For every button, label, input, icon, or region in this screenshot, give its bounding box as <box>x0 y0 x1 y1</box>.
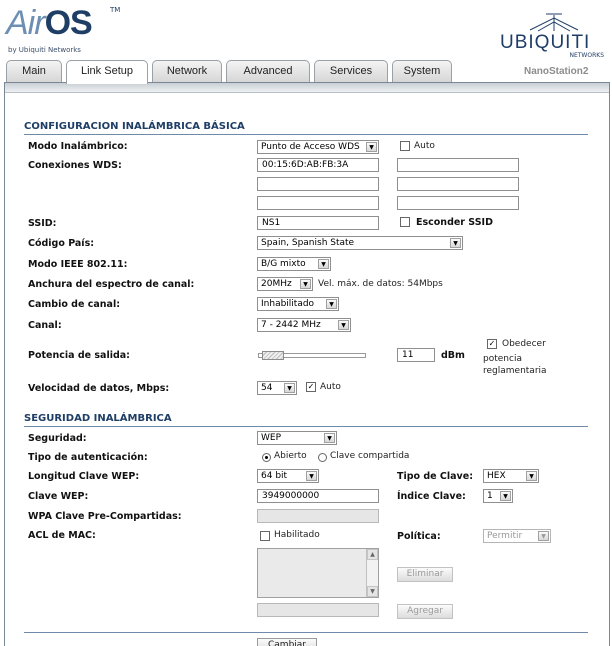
mac-acl-scrollbar[interactable] <box>366 549 378 597</box>
channel-shift-label: Cambio de canal: <box>28 299 120 310</box>
ieee-mode-label: Modo IEEE 802.11: <box>28 259 128 270</box>
chevron-down-icon: ▼ <box>366 142 377 152</box>
chevron-down-icon: ▼ <box>538 531 549 541</box>
channel-width-label: Anchura del espectro de canal: <box>28 279 195 290</box>
auth-type-label: Tipo de autenticación: <box>28 452 148 463</box>
scroll-down-icon[interactable]: ▼ <box>367 586 378 597</box>
section-divider <box>24 134 588 135</box>
wep-key-label: Clave WEP: <box>28 491 89 502</box>
policy-select[interactable]: Permitir ▼ <box>483 529 551 543</box>
ieee-mode-select[interactable]: B/G mixto ▼ <box>257 257 331 271</box>
hide-ssid-checkbox[interactable] <box>400 217 410 227</box>
country-select[interactable]: Spain, Spanish State ▼ <box>257 236 463 250</box>
auth-open-radio[interactable] <box>262 453 271 462</box>
key-type-select[interactable]: HEX ▼ <box>483 469 539 483</box>
mac-address-input[interactable] <box>257 603 379 617</box>
add-mac-button[interactable]: Agregar <box>397 604 453 619</box>
tab-network[interactable]: Network <box>152 60 222 82</box>
chevron-down-icon: ▼ <box>500 491 511 501</box>
tab-main[interactable]: Main <box>6 60 62 82</box>
tab-link-setup[interactable]: Link Setup <box>66 60 148 84</box>
obey-regulatory-label-2: potencia <box>483 354 522 364</box>
wds-peer-1[interactable]: 00:15:6D:AB:FB:3A <box>257 158 379 172</box>
brand-subtitle: NETWORKS <box>569 52 604 59</box>
auto-rate-checkbox[interactable]: ✓ <box>307 382 315 391</box>
mac-acl-label: ACL de MAC: <box>28 530 96 541</box>
policy-label: Política: <box>397 531 441 542</box>
auth-shared-label: Clave compartida <box>330 451 410 461</box>
security-select[interactable]: WEP ▼ <box>257 431 337 445</box>
section-title-wireless: CONFIGURACION INALÁMBRICA BÁSICA <box>24 121 245 132</box>
airos-logo <box>6 4 126 56</box>
chevron-down-icon: ▼ <box>338 320 349 330</box>
wds-peer-4[interactable] <box>397 177 519 191</box>
logo-trademark: TM <box>110 6 121 14</box>
security-label: Seguridad: <box>28 433 87 444</box>
tab-system[interactable]: System <box>392 60 452 82</box>
footer-divider <box>24 632 588 633</box>
channel-width-select[interactable]: 20MHz ▼ <box>257 277 313 291</box>
output-power-slider-handle[interactable] <box>262 351 284 360</box>
key-type-label: Tipo de Clave: <box>397 471 473 482</box>
output-power-unit: dBm <box>441 350 465 361</box>
remove-mac-button[interactable]: Eliminar <box>397 567 453 582</box>
output-power-input[interactable]: 11 <box>397 348 435 362</box>
auto-mode-label: Auto <box>414 141 435 151</box>
channel-select[interactable]: 7 - 2442 MHz ▼ <box>257 318 351 332</box>
wds-peer-5[interactable] <box>257 196 379 210</box>
chevron-down-icon: ▼ <box>300 279 311 289</box>
device-name: NanoStation2 <box>524 66 589 77</box>
wds-peer-2[interactable] <box>397 158 519 172</box>
logo-air-text: Air <box>6 4 45 42</box>
wpa-psk-input[interactable] <box>257 509 379 523</box>
wds-label: Conexiones WDS: <box>28 160 122 171</box>
wep-key-input[interactable]: 3949000000 <box>257 489 379 503</box>
obey-regulatory-label-3: reglamentaria <box>483 366 547 376</box>
ssid-label: SSID: <box>28 218 57 229</box>
wireless-mode-label: Modo Inalámbrico: <box>28 141 128 152</box>
tab-advanced[interactable]: Advanced <box>226 60 310 82</box>
tab-services[interactable]: Services <box>314 60 388 82</box>
hide-ssid-label: Esconder SSID <box>416 217 493 228</box>
chevron-down-icon: ▼ <box>318 259 329 269</box>
brand-name: UBIQUITI <box>500 32 591 53</box>
data-rate-label: Velocidad de datos, Mbps: <box>28 383 170 394</box>
auth-open-label: Abierto <box>274 451 307 461</box>
wep-length-label: Longitud Clave WEP: <box>28 471 140 482</box>
frame-band <box>5 83 609 93</box>
mac-acl-enabled-label: Habilitado <box>274 530 320 540</box>
channel-label: Canal: <box>28 320 62 331</box>
max-rate-note: Vel. máx. de datos: 54Mbps <box>318 279 443 289</box>
chevron-down-icon: ▼ <box>306 471 317 481</box>
chevron-down-icon: ▼ <box>450 238 461 248</box>
chevron-down-icon: ▼ <box>324 433 335 443</box>
obey-regulatory-checkbox[interactable]: ✓ <box>488 339 496 348</box>
mac-acl-checkbox[interactable] <box>260 531 270 541</box>
key-index-label: Índice Clave: <box>397 491 466 502</box>
wep-length-select[interactable]: 64 bit ▼ <box>257 469 319 483</box>
wds-peer-6[interactable] <box>397 196 519 210</box>
auto-mode-checkbox[interactable] <box>400 141 410 151</box>
output-power-label: Potencia de salida: <box>28 350 130 361</box>
ubiquiti-logo <box>500 12 608 60</box>
country-label: Código País: <box>28 238 95 249</box>
chevron-down-icon: ▼ <box>326 299 337 309</box>
data-rate-select[interactable]: 54 ▼ <box>257 381 297 395</box>
antenna-icon <box>524 12 584 32</box>
scroll-up-icon[interactable]: ▲ <box>367 549 378 560</box>
wireless-mode-select[interactable]: Punto de Acceso WDS ▼ <box>257 140 379 154</box>
channel-shift-select[interactable]: Inhabilitado ▼ <box>257 297 339 311</box>
obey-regulatory-label: Obedecer <box>502 339 546 349</box>
key-index-select[interactable]: 1 ▼ <box>483 489 513 503</box>
ssid-input[interactable]: NS1 <box>257 216 379 230</box>
wds-peer-3[interactable] <box>257 177 379 191</box>
section-title-security: SEGURIDAD INALÁMBRICA <box>24 413 172 424</box>
logo-subtitle: by Ubiquiti Networks <box>8 46 81 54</box>
wpa-psk-label: WPA Clave Pre-Compartidas: <box>28 511 182 522</box>
auth-shared-radio[interactable] <box>318 453 327 462</box>
apply-button[interactable]: Cambiar <box>257 638 317 646</box>
section-divider <box>24 426 588 427</box>
chevron-down-icon: ▼ <box>284 383 295 393</box>
auto-rate-label: Auto <box>320 382 341 392</box>
chevron-down-icon: ▼ <box>526 471 537 481</box>
mac-acl-list[interactable] <box>257 548 379 598</box>
logo-os-text: OS <box>44 4 92 42</box>
